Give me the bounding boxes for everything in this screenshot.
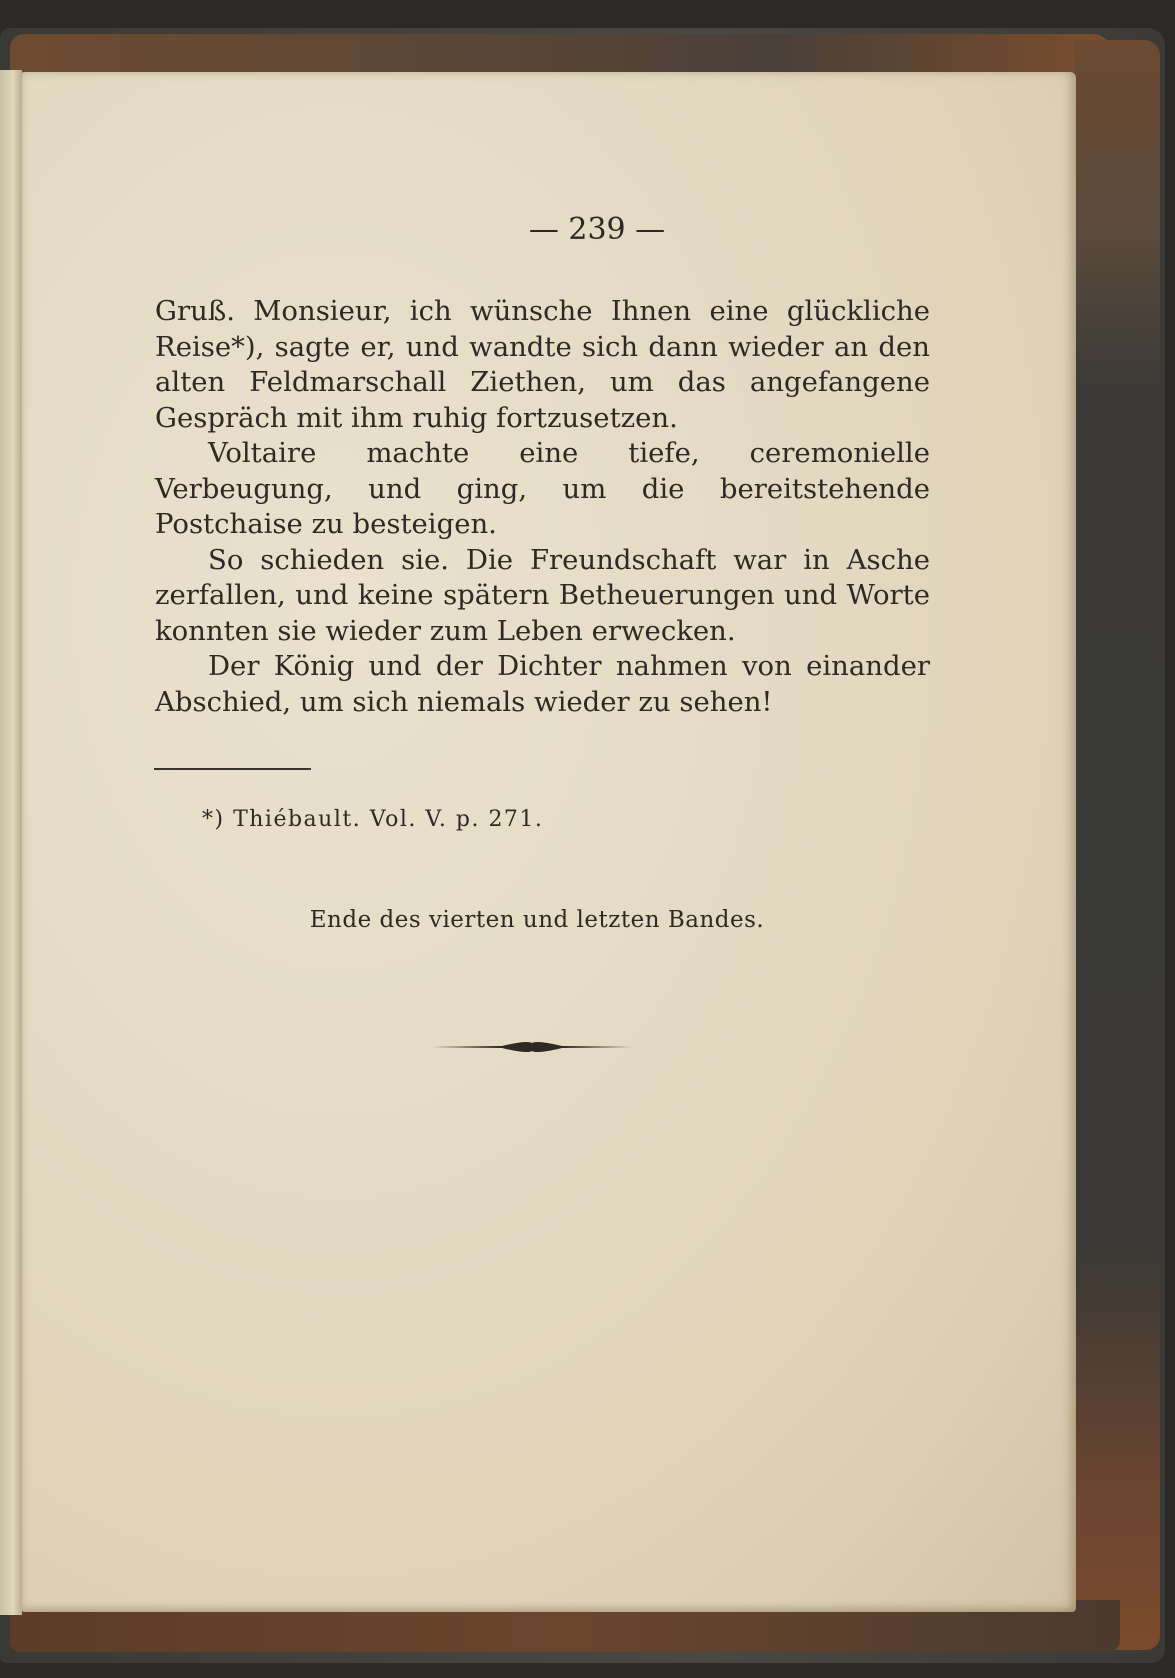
- end-of-volume-note: Ende des vierten und letzten Bandes.: [309, 907, 765, 933]
- footnote-rule: [154, 768, 311, 770]
- paragraph-1: Gruß. Monsieur, ich wünsche Ihnen eine glückliche Reise*), sagte er, und wandte sich dann wieder an den alten Feldmarschall Ziethen, um das angefangene Gespräch mit ihm ruhig fortzusetzen.: [155, 295, 930, 434]
- cover-top-edge: [10, 34, 1110, 74]
- paragraph-4: Der König und der Dichter nahmen von einander Abschied, um sich niemals wieder zu sehen!: [155, 650, 930, 718]
- closing-ornament: [432, 1040, 632, 1054]
- paragraph-3: So schieden sie. Die Freundschaft war in Asche zerfallen, und keine spätern Betheuerungen und Worte konnten sie wieder zum Leben erwecken.: [155, 543, 930, 647]
- previous-page-edge: [0, 70, 22, 1615]
- page-number: — 239 —: [528, 212, 666, 247]
- book-page: [22, 72, 1076, 1612]
- footnote: *) Thiébault. Vol. V. p. 271.: [202, 807, 544, 832]
- cover-right-edge: [1075, 40, 1160, 1650]
- paragraph-2: Voltaire machte eine tiefe, ceremonielle Verbeugung, und ging, um die bereitstehende Postchaise zu besteigen.: [155, 437, 930, 540]
- body-text: [155, 294, 930, 720]
